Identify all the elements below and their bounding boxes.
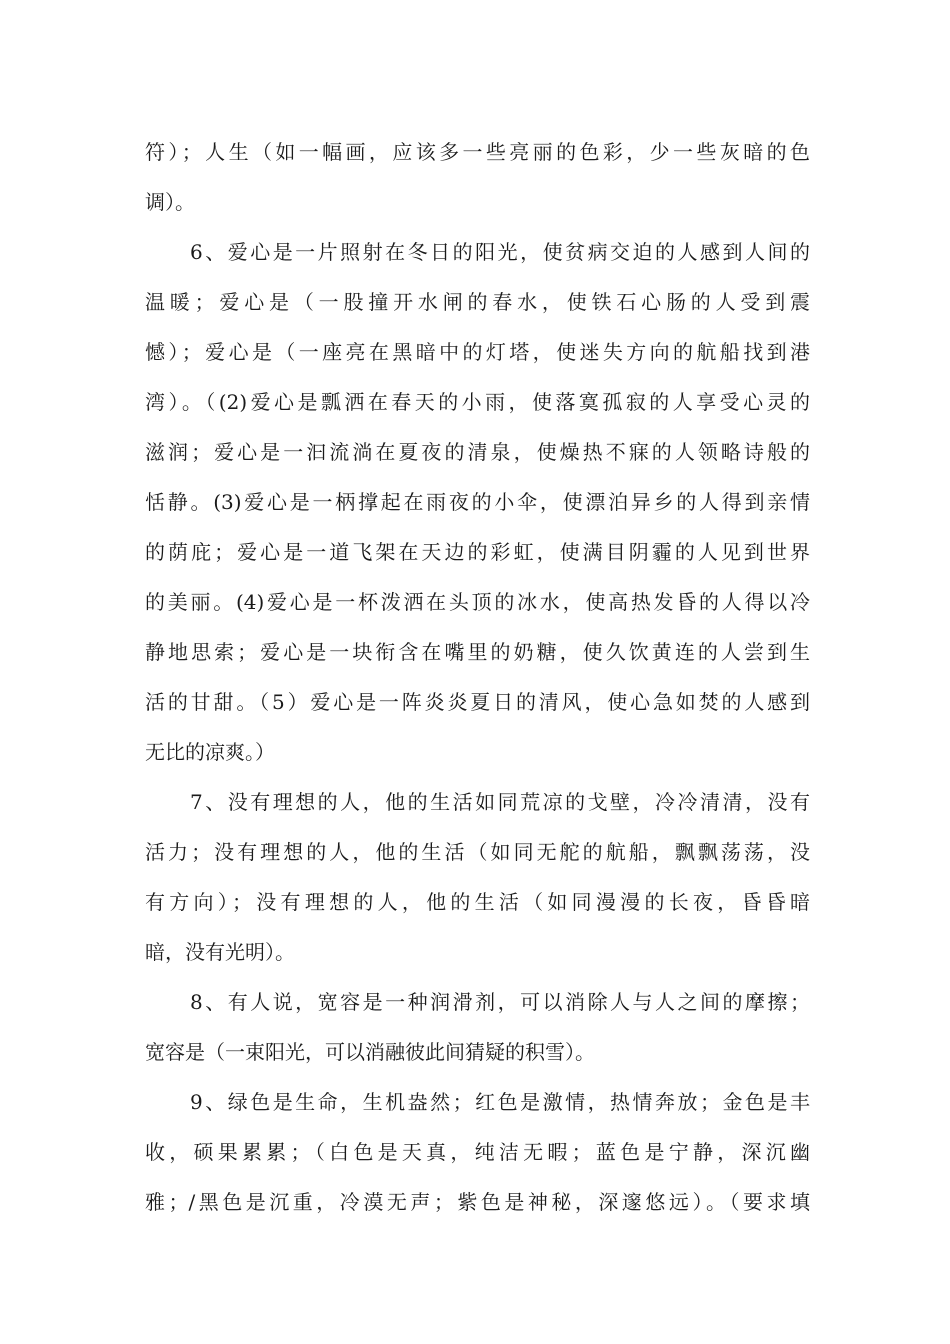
text-line: 调）。 — [145, 190, 195, 214]
text-line: 暗，没有光明）。 — [145, 940, 295, 964]
text-line: 恬静。(3)爱心是一柄撑起在雨夜的小伞，使漂泊异乡的人得到亲情 — [145, 490, 810, 514]
text-line: 的美丽。(4)爱心是一杯泼洒在头顶的冰水，使高热发昏的人得以冷 — [145, 590, 810, 614]
text-line: 8、有人说，宽容是一种润滑剂，可以消除人与人之间的摩擦； — [190, 990, 810, 1014]
text-line: 6、爱心是一片照射在冬日的阳光，使贫病交迫的人感到人间的 — [190, 240, 810, 264]
text-line: 憾）；爱心是（一座亮在黑暗中的灯塔，使迷失方向的航船找到港 — [145, 340, 810, 364]
text-line: 7、没有理想的人，他的生活如同荒凉的戈壁，冷冷清清，没有 — [190, 790, 810, 814]
text-line: 9、绿色是生命，生机盎然；红色是激情，热情奔放；金色是丰 — [190, 1090, 810, 1114]
text-line: 静地思索；爱心是一块衔含在嘴里的奶糖，使久饮黄连的人尝到生 — [145, 640, 810, 664]
text-line: 收，硕果累累；（白色是天真，纯洁无暇；蓝色是宁静，深沉幽 — [145, 1140, 810, 1164]
text-line: 符）；人生（如一幅画，应该多一些亮丽的色彩，少一些灰暗的色 — [145, 140, 810, 164]
text-line: 有方向）；没有理想的人，他的生活（如同漫漫的长夜，昏昏暗 — [145, 890, 810, 914]
text-line: 活力；没有理想的人，他的生活（如同无舵的航船，飘飘荡荡，没 — [145, 840, 810, 864]
text-line: 活的甘甜。（5）爱心是一阵炎炎夏日的清风，使心急如焚的人感到 — [145, 690, 810, 714]
text-line: 雅；/黑色是沉重，冷漠无声；紫色是神秘，深邃悠远）。（要求填 — [145, 1190, 810, 1214]
text-line: 的荫庇；爱心是一道飞架在天边的彩虹，使满目阴霾的人见到世界 — [145, 540, 810, 564]
text-line: 湾）。（(2)爱心是瓢洒在春天的小雨，使落寞孤寂的人享受心灵的 — [145, 390, 810, 414]
text-line: 滋润；爱心是一汩流淌在夏夜的清泉，使燥热不寐的人领略诗般的 — [145, 440, 810, 464]
text-line: 无比的凉爽。） — [145, 740, 275, 764]
text-line: 宽容是（一束阳光，可以消融彼此间猜疑的积雪）。 — [145, 1040, 595, 1064]
text-line: 温暖；爱心是（一股撞开水闸的春水，使铁石心肠的人受到震 — [145, 290, 810, 314]
